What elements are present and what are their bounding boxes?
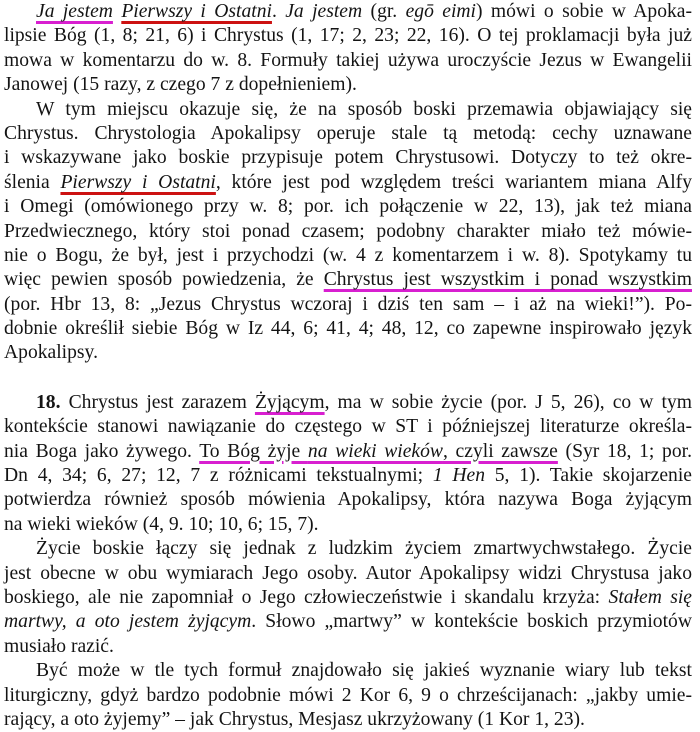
text-line [4,391,692,415]
text-line: rający, a oto żyjemy” – jak Chrystus, Mesjasz ukrzyżowany (1 Kor 1, 23). [4,708,585,730]
italic-span: martwy, a oto jestem żyjącym [4,611,252,633]
text-line: nie o Bogu, że był, jest i przychodzi (w. 4 z komentarzem i w. 8). Spotykamy tu [4,244,692,266]
text-span: , ma w sobie życie (por. J 5, 26), co w tym [324,391,692,413]
text-line [4,610,692,634]
text-span: ślenia [4,171,61,193]
text-line: na wieki wieków (4, 9. 10; 10, 6; 15, 7). [4,513,319,535]
text-line: Być może w tle tych formuł znajdowało się jakieś wyznanie wiary lub tekst [36,660,692,682]
text-span: ) mówi o sobie w Apoka- [476,1,693,22]
text-line: lipsie Bóg (1, 8; 21, 6) i Chrystus (1, 17; 2, 23; 22, 16). O tej proklamacji była już [4,25,692,47]
highlight-zyjacym: Żyjącym [254,391,325,413]
text-line: (por. Hbr 13, 8: „Jezus Chrystus wczoraj i dziś ten sam – i aż na wieki!”). Po- [4,293,692,315]
text-line: jest obecne w obu wymiarach Jego osoby. Autor Apokalipsy widzi Chrystusa jako [4,562,692,584]
text-line [4,0,692,24]
text-span: Chrystus jest zarazem [60,391,255,413]
text-line: Chrystus. Chrystologia Apokalipsy operuje stale tą metodą: cechy uznawane [4,122,692,144]
italic-span: 1 Hen [432,465,486,487]
text-span: Dn 4, 34; 6, 27; 12, 7 z różnicami tekstualnymi; [4,465,433,487]
text-line: kontekście stanowi nawiązanie do częstego w ST i późniejszej literaturze określa- [4,416,692,438]
paragraph-1 [4,0,692,98]
text-span: , które jest pod względem treści wariantem miana Alfy [215,171,692,193]
text-line [4,440,692,464]
text-line: Janowej (15 razy, z czego 7 z dopełnieniem). [4,74,357,96]
highlight-chrystus-wszystkim: Chrystus jest wszystkim i ponad wszystkim [323,269,692,291]
text-span: . Słowo „martwy” w kontekście boskich przymiotów [251,611,692,633]
highlight-ja-jestem: Ja jestem [36,1,113,22]
text-span: 5, 1). Takie skojarzenie [485,465,692,487]
text-line [4,586,692,610]
text-span: To Bóg żyje [199,440,308,462]
text-line: Apokalipsy. [4,342,98,364]
text-span: . [271,1,286,22]
paragraph-2 [4,98,692,366]
paragraph-5 [4,659,692,732]
highlight-pierwszy-i-ostatni-2: Pierwszy i Ostatni [60,171,216,193]
text-span: więc pewien sposób powiedzenia, że [4,269,324,291]
text-line [4,464,692,488]
text-span: nia Boga jako żywego. [4,440,200,462]
section-gap [4,366,692,391]
text-line: i wskazywane jako boskie przypisuje potem Chrystusowi. Dotyczy to też okre- [4,147,692,169]
text-line: i Omegi (omówionego przy w. 8; por. ich połączenie w 22, 13), jak też miana [4,196,692,218]
text-line [4,268,692,292]
verse-number: 18. [36,391,61,413]
text-line: dobnie określił siebie Bóg w Iz 44, 6; 41, 4; 48, 12, co zapewne inspirowało język [4,318,692,340]
text-line: W tym miejscu okazuje się, że na sposób boski przemawia objawiający się [36,98,692,120]
text-line [4,171,692,195]
highlight-pierwszy-i-ostatni: Pierwszy i Ostatni [121,1,272,22]
text-span: (gr. [362,1,406,22]
text-line: mowa w komentarzu do w. 8. Formuły takiej używa uroczyście Jezus w Ewangelii [4,49,692,71]
paragraph-4 [4,537,692,659]
italic-span: Ja jestem [285,1,363,22]
text-line: potwierdza również sposób mówienia Apokalipsy, która nazywa Boga żyjącym [4,489,692,511]
text-line: Życie boskie łączy się jednak z ludzkim życiem zmartwychwstałego. Życie [36,538,692,560]
text-line: Przedwiecznego, który stoi ponad czasem; podobny charakter miało też mówie- [4,220,692,242]
text-line: musiało razić. [4,635,114,657]
paragraph-3 [4,391,692,537]
italic-span: na wieki wieków [307,440,443,462]
text-span: , czyli zawsze [442,440,558,462]
text-span: (Syr 18, 1; por. [557,440,692,462]
italic-span: Stałem się [608,586,692,608]
greek-term: egō eimi [405,1,476,22]
highlight-bog-zyje [199,441,558,462]
text-line: liturgiczny, gdyż bardzo podobnie mówi 2 Kor 6, 9 o chrześcijanach: „jakby umie- [4,684,692,706]
text-span: boskiego, ale nie zapomniał o Jego człowieczeństwie i skandalu krzyża: [4,586,609,608]
